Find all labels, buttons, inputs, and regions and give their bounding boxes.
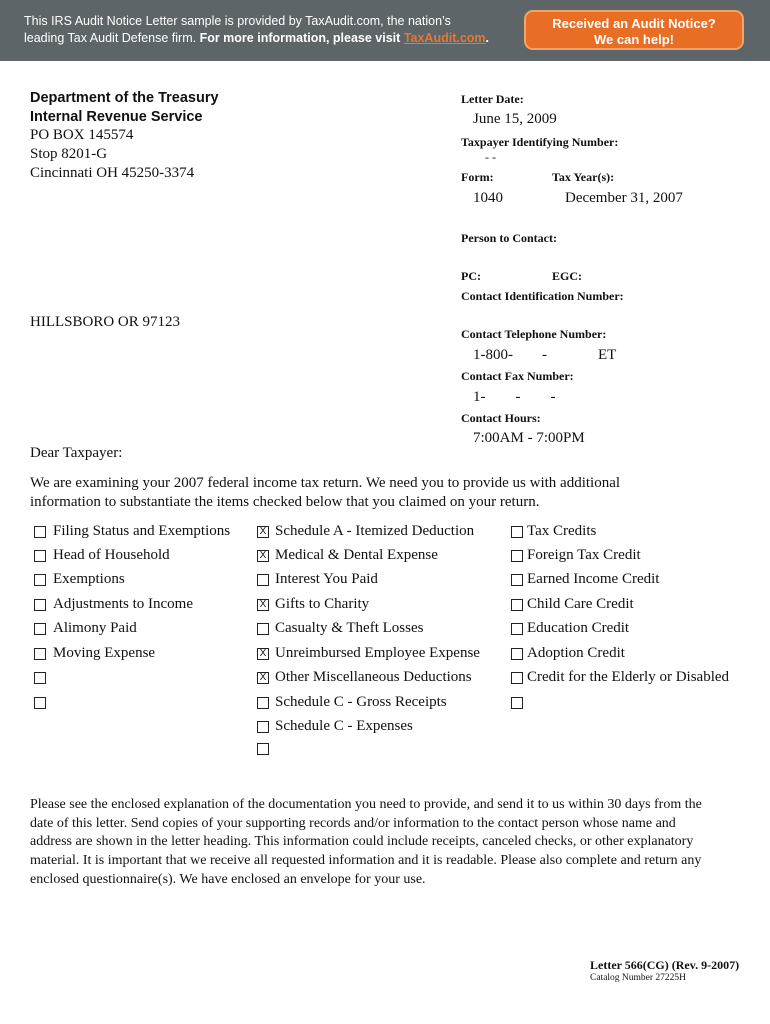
checkbox-label: Casualty & Theft Losses: [275, 620, 424, 636]
checkbox-label: Moving Expense: [53, 645, 156, 661]
checkbox[interactable]: [511, 599, 523, 611]
checkbox-label: Medical & Dental Expense: [275, 547, 438, 563]
checkbox-label: Head of Household: [53, 547, 170, 563]
sender-po-box: PO BOX 145574: [30, 127, 134, 143]
checkbox[interactable]: [34, 623, 46, 635]
salutation: Dear Taxpayer:: [30, 445, 123, 461]
sender-dept: Department of the Treasury: [30, 90, 219, 106]
checkbox-label: Alimony Paid: [53, 620, 137, 636]
checkbox-label: Education Credit: [527, 620, 630, 636]
checkbox[interactable]: X: [257, 550, 269, 562]
fax-label: Contact Fax Number:: [461, 369, 574, 383]
banner-line2-bold: For more information, please visit: [199, 31, 401, 45]
recipient-city: HILLSBORO OR 97123: [30, 314, 181, 330]
contact-id-label: Contact Identification Number:: [461, 289, 624, 303]
tax-year-label: Tax Year(s):: [552, 170, 615, 184]
checkbox-label: Interest You Paid: [275, 571, 378, 587]
checkbox[interactable]: [257, 697, 269, 709]
checkbox[interactable]: [34, 672, 46, 684]
checkbox[interactable]: [511, 550, 523, 562]
banner-line2-plain: leading Tax Audit Defense firm.: [24, 31, 197, 45]
sender-service: Internal Revenue Service: [30, 109, 203, 125]
form-value: 1040: [473, 190, 503, 206]
checkbox[interactable]: X: [257, 672, 269, 684]
checkbox-label: Unreimbursed Employee Expense: [275, 645, 480, 661]
form-label: Form:: [461, 170, 494, 184]
checkbox[interactable]: [34, 550, 46, 562]
cta-line2: We can help!: [594, 32, 674, 47]
hours-label: Contact Hours:: [461, 411, 541, 425]
checkbox-label: Credit for the Elderly or Disabled: [527, 669, 730, 685]
checkbox-label: Filing Status and Exemptions: [53, 523, 231, 539]
catalog-number: Catalog Number 27225H: [590, 973, 687, 983]
phone-dash: -: [542, 347, 547, 363]
checkbox-label: Earned Income Credit: [527, 571, 660, 587]
checkbox-label: Adjustments to Income: [53, 596, 193, 612]
checkbox-label: Tax Credits: [527, 523, 597, 539]
checkbox[interactable]: [511, 623, 523, 635]
letter-number: Letter 566(CG) (Rev. 9-2007): [590, 958, 740, 972]
audit-help-button[interactable]: [524, 10, 744, 50]
checkbox-label: Exemptions: [53, 571, 125, 587]
checkbox[interactable]: X: [257, 526, 269, 538]
tin-value: - -: [485, 150, 496, 164]
tax-year-value: December 31, 2007: [565, 190, 683, 206]
checkbox-label: Child Care Credit: [527, 596, 634, 612]
checkbox[interactable]: [511, 648, 523, 660]
checkbox-label: Other Miscellaneous Deductions: [275, 669, 472, 685]
checkbox[interactable]: [34, 526, 46, 538]
taxaudit-link[interactable]: TaxAudit.com: [403, 31, 486, 45]
hours-value: 7:00AM - 7:00PM: [473, 430, 585, 446]
cta-line1: Received an Audit Notice?: [552, 16, 716, 31]
checkbox[interactable]: [34, 599, 46, 611]
intro-line1: We are examining your 2007 federal income tax return. We need you to provide us with additional: [30, 475, 621, 491]
checkbox[interactable]: [511, 672, 523, 684]
checkbox[interactable]: [257, 743, 269, 755]
person-to-contact-label: Person to Contact:: [461, 231, 557, 245]
promo-banner: [0, 0, 770, 61]
pc-label: PC:: [461, 269, 481, 283]
banner-line1: This IRS Audit Notice Letter sample is provided by TaxAudit.com, the nation’s: [24, 14, 451, 28]
egc-label: EGC:: [552, 269, 582, 283]
checkbox[interactable]: [511, 526, 523, 538]
intro-line2: information to substantiate the items checked below that you claimed on your return.: [30, 494, 540, 510]
phone-label: Contact Telephone Number:: [461, 327, 607, 341]
closing-paragraph: Please see the enclosed explanation of the documentation you need to provide, and send it to us within 30 days from the date of this letter. Send copies of your supporting records and/or information to the contact person whose name and address are shown in the letter heading. This information could include receipts, canceled checks, or other explanatory material. It is important that we receive all requested information and it is readable. Please also complete and return any enclosed questionnaire(s). We have enclosed an envelope for your use.: [30, 797, 702, 887]
phone-value: 1-800-: [473, 347, 513, 363]
checkbox-label: Foreign Tax Credit: [527, 547, 641, 563]
letter-date: June 15, 2009: [473, 111, 557, 127]
tin-label: Taxpayer Identifying Number:: [461, 135, 619, 149]
checkbox-label: Adoption Credit: [527, 645, 625, 661]
checkbox[interactable]: [34, 574, 46, 586]
checkbox[interactable]: [34, 648, 46, 660]
checkbox[interactable]: X: [257, 599, 269, 611]
sender-stop: Stop 8201-G: [30, 146, 108, 162]
banner-period: .: [485, 31, 490, 45]
checkbox[interactable]: [511, 697, 523, 709]
checkbox[interactable]: [34, 697, 46, 709]
letter-date-label: Letter Date:: [461, 92, 524, 106]
checkbox-label: Gifts to Charity: [275, 596, 370, 612]
checkbox-label: Schedule C - Gross Receipts: [275, 694, 447, 710]
checkbox[interactable]: [257, 623, 269, 635]
checkbox[interactable]: [257, 721, 269, 733]
checkbox-label: Schedule A - Itemized Deduction: [275, 523, 475, 539]
banner-text: [24, 13, 504, 47]
checkbox[interactable]: [257, 574, 269, 586]
sender-city: Cincinnati OH 45250-3374: [30, 165, 195, 181]
checkbox-label: Schedule C - Expenses: [275, 718, 413, 734]
checkbox[interactable]: X: [257, 648, 269, 660]
fax-value: 1- - -: [473, 389, 556, 405]
phone-et: ET: [598, 347, 617, 363]
checkbox[interactable]: [511, 574, 523, 586]
